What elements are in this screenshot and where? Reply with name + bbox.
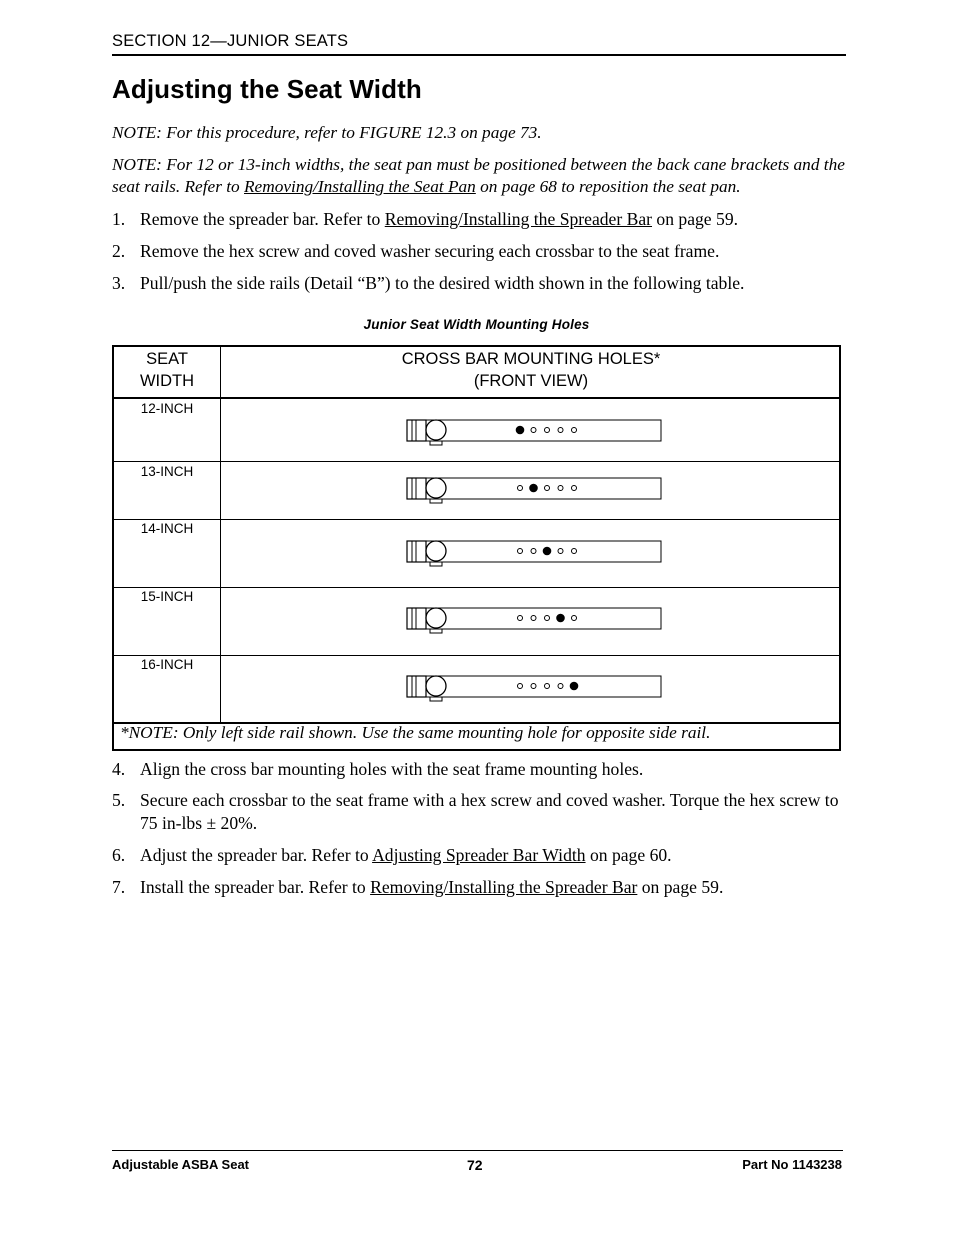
step-text-part: on page 59. [637, 877, 724, 897]
rail-bar [426, 478, 661, 499]
mounting-hole [545, 616, 550, 621]
step-text: Remove the hex screw and coved washer securing each crossbar to the seat frame. [140, 241, 720, 261]
clamp-circle [426, 676, 446, 696]
header-line: WIDTH [139, 372, 195, 390]
rail-bar [426, 420, 661, 441]
step-number: 7. [112, 877, 126, 897]
side-rail-14-inch [407, 541, 661, 566]
mounting-hole [518, 616, 523, 621]
clamp-circle [426, 478, 446, 498]
row-label-13-inch: 13-INCH [140, 464, 194, 479]
header-line: SEAT [146, 350, 188, 368]
mounting-hole [531, 428, 536, 433]
step-text: Secure each crossbar to the seat frame with a hex screw and coved washer. Torque the hex screw to 75 in-lbs ± 20%. [140, 790, 839, 833]
mounting-hole [545, 684, 550, 689]
spreader-bar-link[interactable]: Removing/Installing the Spreader Bar [384, 209, 653, 229]
footer-rule [112, 1150, 843, 1151]
mounting-hole [572, 549, 577, 554]
step-number: 1. [112, 209, 126, 229]
mounting-hole [518, 486, 523, 491]
mounting-hole [558, 428, 563, 433]
step-number: 6. [112, 845, 126, 865]
footer-document-title: Adjustable ASBA Seat [112, 1157, 250, 1172]
clamp-screw [430, 629, 442, 633]
selected-mounting-hole [543, 547, 551, 555]
step-number: 5. [112, 790, 126, 810]
clamp-screw [430, 562, 442, 566]
mounting-hole [518, 549, 523, 554]
mounting-hole [572, 486, 577, 491]
spreader-bar-link[interactable]: Removing/Installing the Spreader Bar [370, 877, 638, 897]
selected-mounting-hole [530, 484, 538, 492]
note-seat-pan [112, 154, 852, 198]
mounting-hole [558, 549, 563, 554]
mounting-hole [531, 684, 536, 689]
note-figure-reference: NOTE: For this procedure, refer to FIGURE 12.3 on page 73. [112, 123, 542, 142]
table-footnote: *NOTE: Only left side rail shown. Use the same mounting hole for opposite side rail. [120, 723, 711, 742]
row-label-15-inch: 15-INCH [140, 589, 194, 604]
clamp-screw [430, 499, 442, 503]
section-header: SECTION 12—JUNIOR SEATS [112, 32, 846, 56]
row-label-14-inch: 14-INCH [140, 521, 194, 536]
table-caption: Junior Seat Width Mounting Holes [363, 317, 590, 332]
step-text-part: on page 60. [585, 845, 672, 865]
spreader-bar-width-link[interactable]: Adjusting Spreader Bar Width [372, 845, 586, 865]
selected-mounting-hole [516, 426, 524, 434]
side-rail-diagrams [114, 347, 839, 723]
note-text: NOTE: For 12 or 13-inch widths, the seat pan must be positioned between the back cane brackets and the seat rails. Refer to [112, 155, 845, 196]
step-text-part: Remove the spreader bar. Refer to [140, 209, 385, 229]
step-number: 2. [112, 241, 126, 261]
mounting-hole [531, 549, 536, 554]
rail-bar [426, 676, 661, 697]
mounting-hole [572, 616, 577, 621]
clamp-screw [430, 697, 442, 701]
step-number: 4. [112, 759, 126, 779]
selected-mounting-hole [557, 614, 565, 622]
row-label-12-inch: 12-INCH [140, 401, 194, 416]
step-text-part: Adjust the spreader bar. Refer to [140, 845, 373, 865]
step-number: 3. [112, 273, 126, 293]
seat-width-table [112, 345, 841, 751]
row-label-16-inch: 16-INCH [140, 657, 194, 672]
clamp-screw [430, 441, 442, 445]
mounting-hole [545, 486, 550, 491]
clamp-circle [426, 608, 446, 628]
side-rail-15-inch [407, 608, 661, 633]
note-text: on page 68 to reposition the seat pan. [475, 177, 741, 196]
header-line: CROSS BAR MOUNTING HOLES* [401, 350, 661, 368]
clamp-circle [426, 420, 446, 440]
mounting-hole [545, 428, 550, 433]
mounting-hole [518, 684, 523, 689]
rails-layer [407, 420, 661, 701]
step-text-part: on page 59. [652, 209, 739, 229]
step-text: Pull/push the side rails (Detail “B”) to the desired width shown in the following table. [140, 273, 745, 293]
step-text [140, 876, 852, 899]
step-text: Align the cross bar mounting holes with the seat frame mounting holes. [140, 759, 644, 779]
step-text [140, 844, 852, 867]
step-text [140, 208, 852, 231]
clamp-circle [426, 541, 446, 561]
header-line: (FRONT VIEW) [473, 372, 589, 390]
seat-pan-link[interactable]: Removing/Installing the Seat Pan [244, 177, 476, 196]
step-text-part: Install the spreader bar. Refer to [140, 877, 371, 897]
side-rail-16-inch [407, 676, 661, 701]
page-title: Adjusting the Seat Width [112, 74, 422, 104]
mounting-hole [531, 616, 536, 621]
selected-mounting-hole [570, 682, 578, 690]
footer-page-number: 72 [467, 1157, 483, 1173]
mounting-hole [558, 486, 563, 491]
mounting-hole [558, 684, 563, 689]
footer-part-number: Part No 1143238 [742, 1157, 842, 1172]
mounting-hole [572, 428, 577, 433]
rail-bar [426, 608, 661, 629]
side-rail-13-inch [407, 478, 661, 503]
side-rail-12-inch [407, 420, 661, 445]
